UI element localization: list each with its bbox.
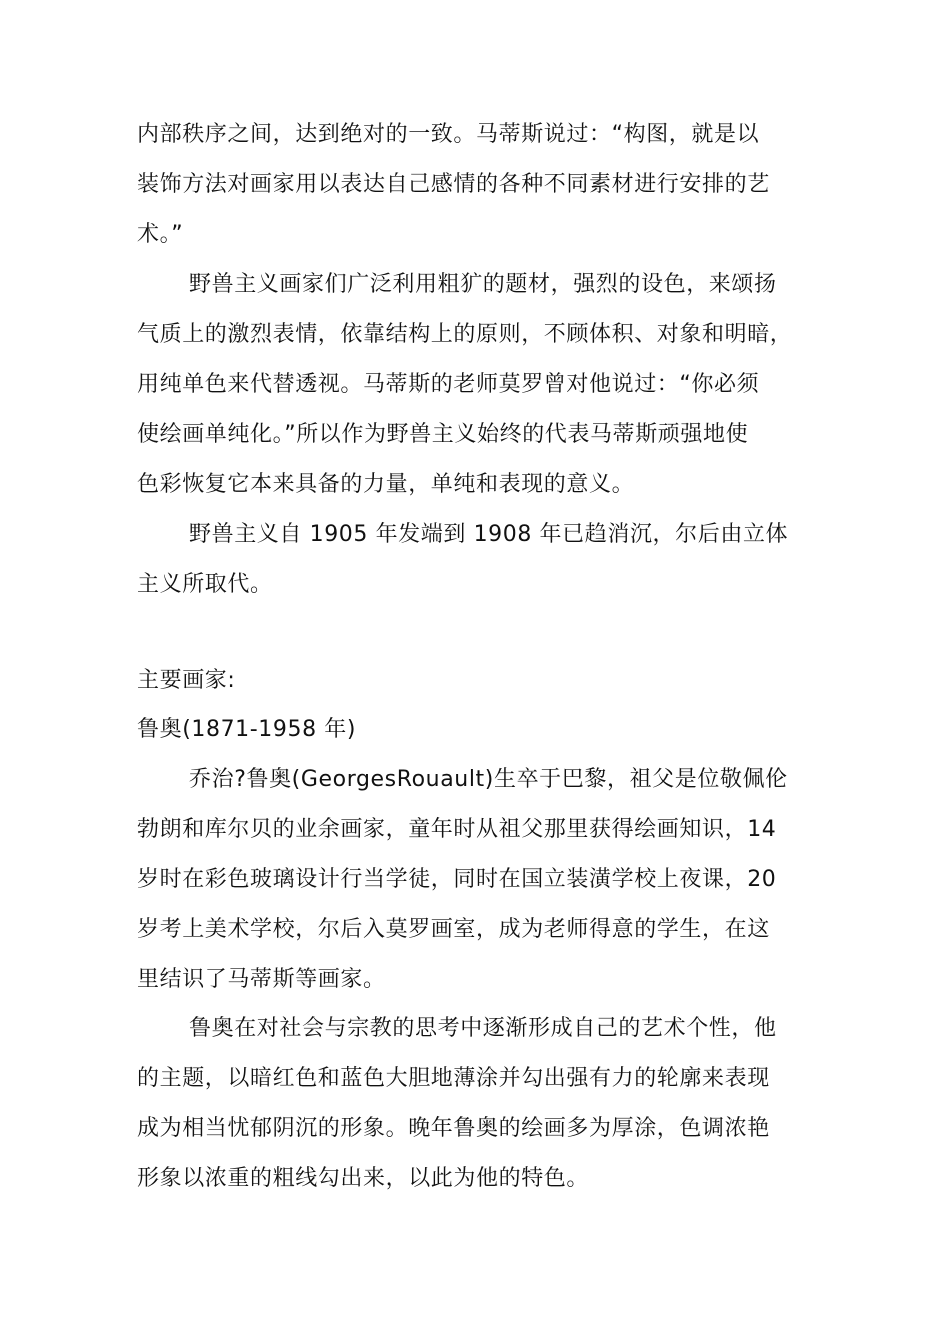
text-line: 用纯单色来代替透视。马蒂斯的老师莫罗曾对他说过：“你必须	[137, 372, 760, 397]
paragraph-first-line: 乔治?鲁奥(GeorgesRouault)生卒于巴黎，祖父是位敬佩伦	[189, 767, 788, 792]
text-line: 岁考上美术学校，尔后入莫罗画室，成为老师得意的学生，在这	[137, 917, 770, 942]
text-line: 勃朗和库尔贝的业余画家，童年时从祖父那里获得绘画知识，14	[137, 817, 777, 842]
paragraph-first-line: 鲁奥在对社会与宗教的思考中逐渐形成自己的艺术个性，他	[189, 1016, 777, 1041]
text-line: 使绘画单纯化。”所以作为野兽主义始终的代表马蒂斯顽强地使	[137, 422, 749, 447]
text-line: 色彩恢复它本来具备的力量，单纯和表现的意义。	[137, 472, 635, 497]
artist-heading: 鲁奥(1871-1958 年)	[137, 717, 357, 742]
text-line: 形象以浓重的粗线勾出来，以此为他的特色。	[137, 1166, 590, 1191]
text-line: 里结识了马蒂斯等画家。	[137, 967, 386, 992]
text-line: 主义所取代。	[137, 572, 273, 597]
text-line: 内部秩序之间，达到绝对的一致。马蒂斯说过：“构图，就是以	[137, 122, 760, 147]
text-line: 装饰方法对画家用以表达自己感情的各种不同素材进行安排的艺	[137, 172, 770, 197]
section-heading: 主要画家:	[137, 668, 236, 693]
text-line: 的主题，以暗红色和蓝色大胆地薄涂并勾出强有力的轮廓来表现	[137, 1066, 770, 1091]
text-line: 气质上的激烈表情，依靠结构上的原则，不顾体积、对象和明暗，	[137, 322, 793, 347]
text-line: 成为相当忧郁阴沉的形象。晚年鲁奥的绘画多为厚涂，色调浓艳	[137, 1116, 770, 1141]
text-line: 术。”	[137, 222, 184, 247]
paragraph-first-line: 野兽主义画家们广泛利用粗犷的题材，强烈的设色，来颂扬	[189, 272, 777, 297]
paragraph-first-line: 野兽主义自 1905 年发端到 1908 年已趋消沉，尔后由立体	[189, 522, 789, 547]
text-line: 岁时在彩色玻璃设计行当学徒，同时在国立装潢学校上夜课，20	[137, 867, 777, 892]
